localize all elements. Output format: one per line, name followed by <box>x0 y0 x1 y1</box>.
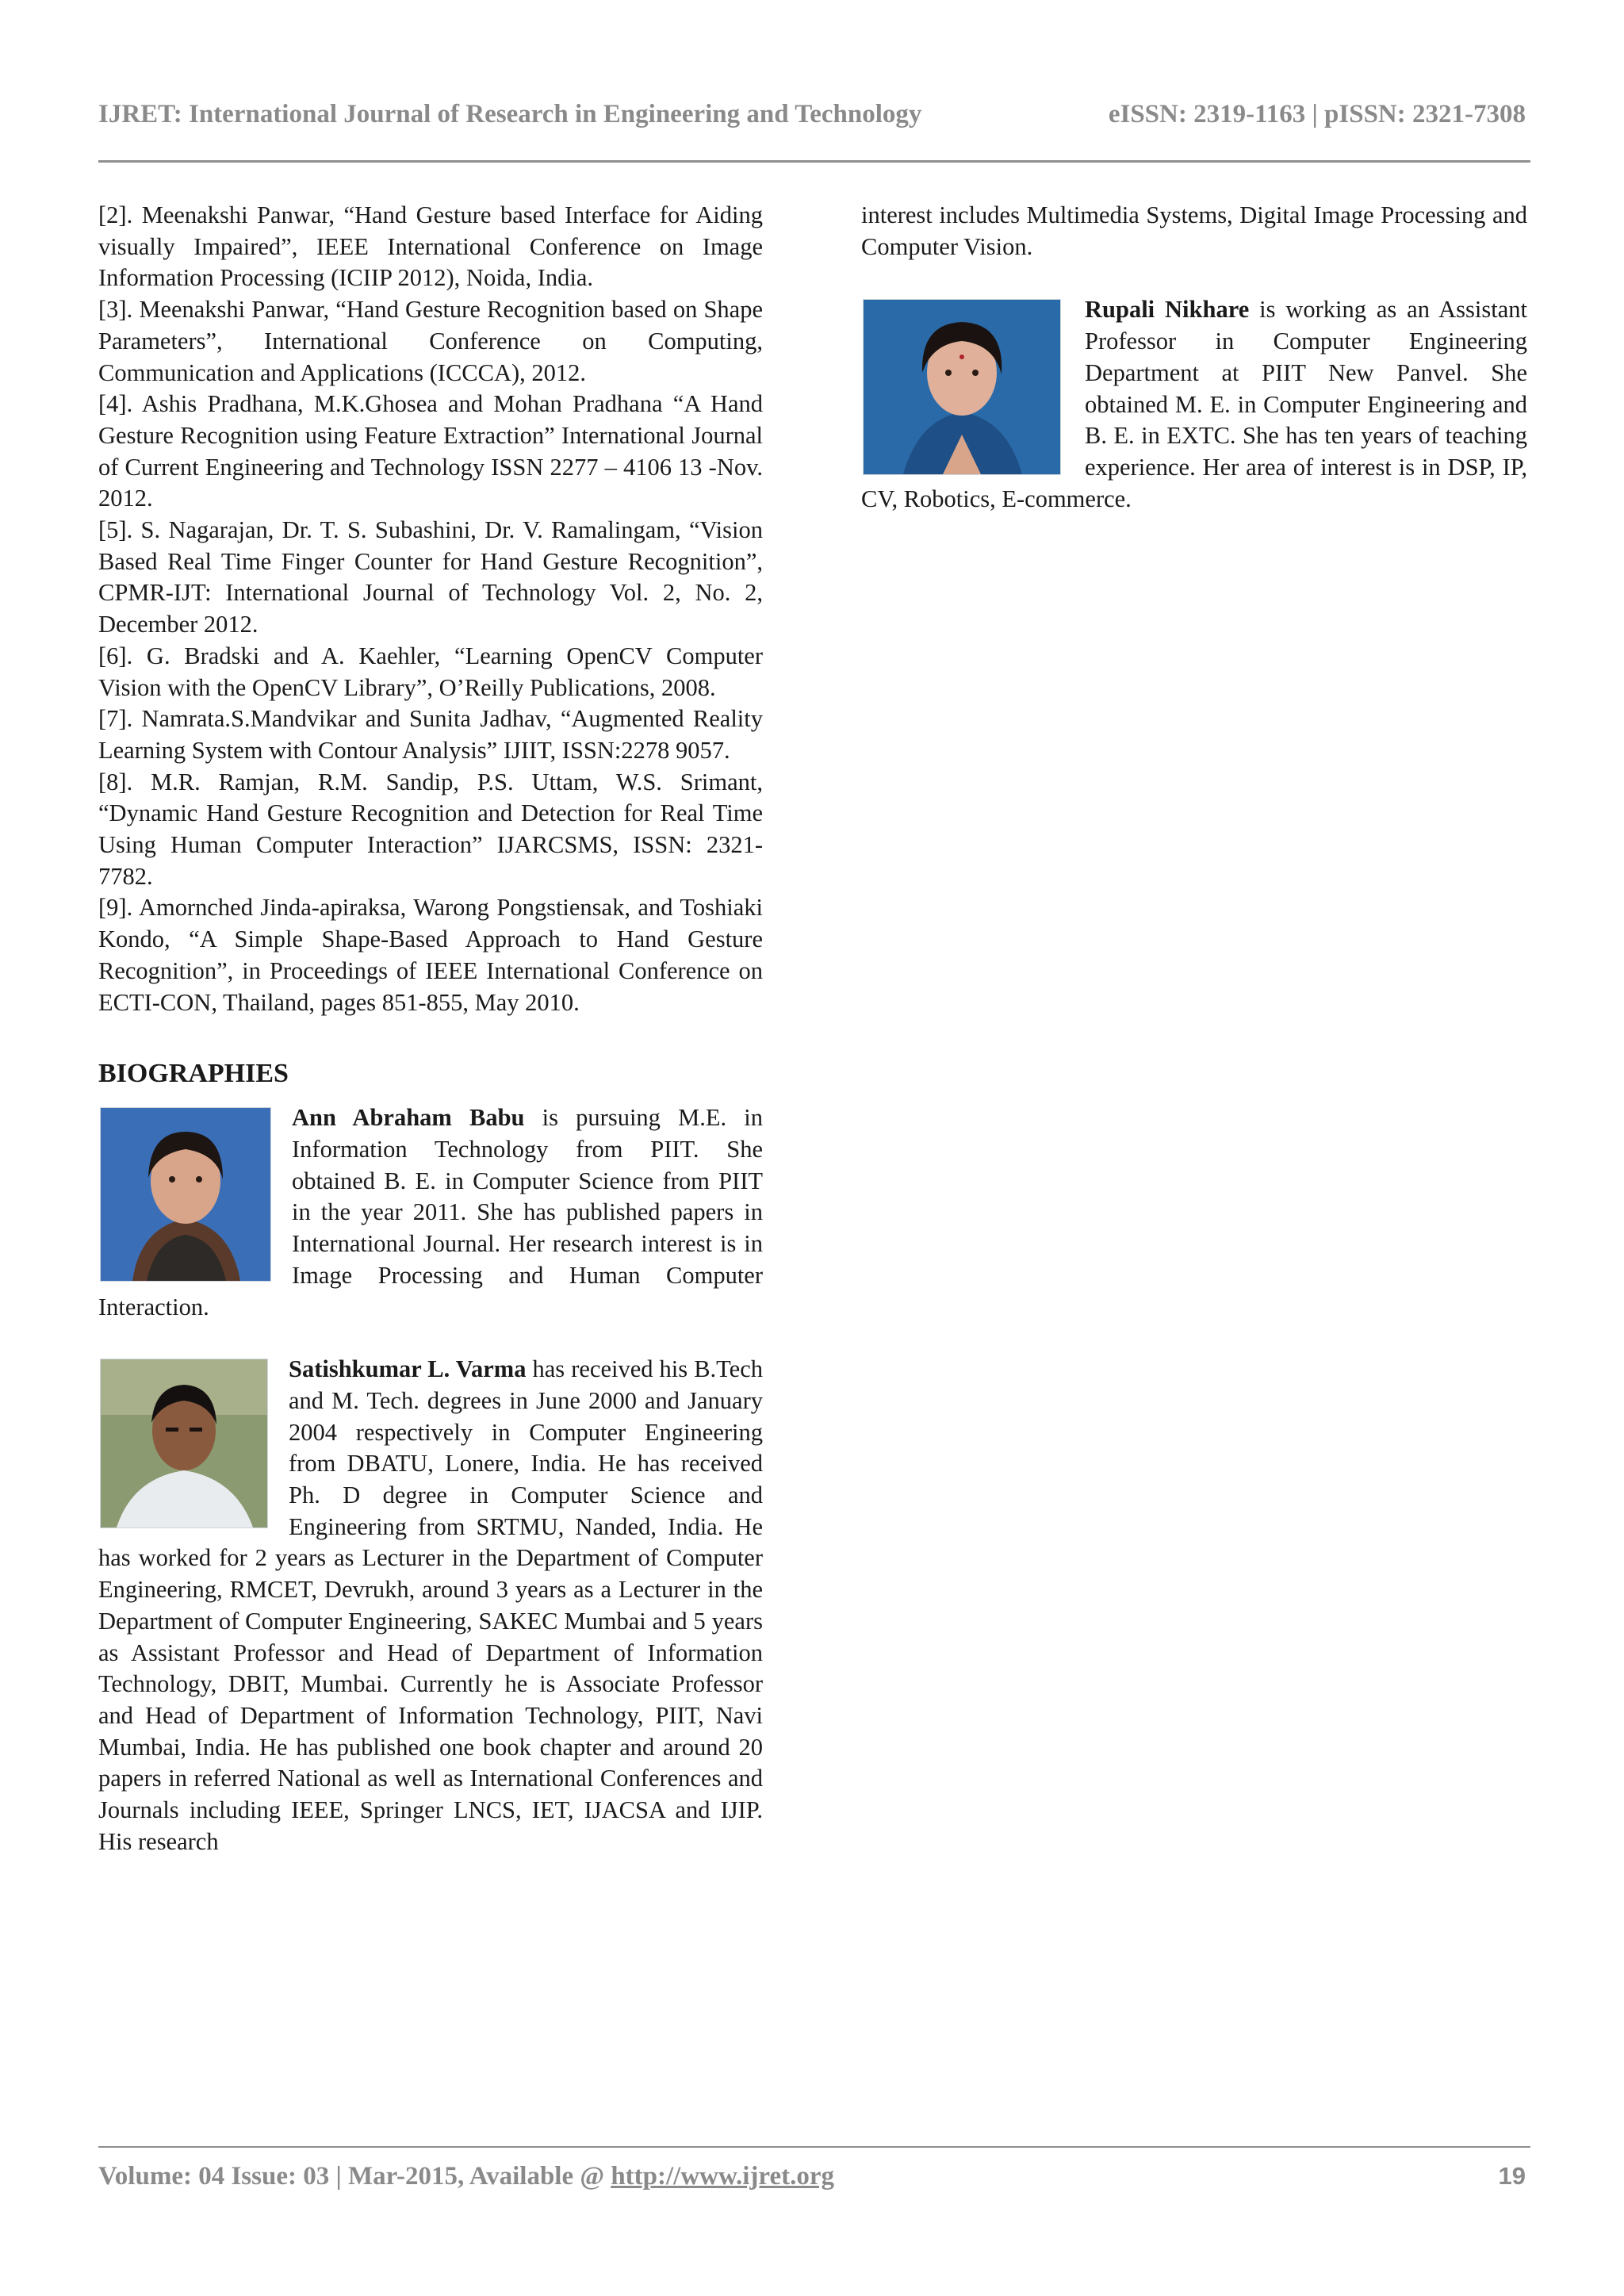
issn-numbers: eISSN: 2319-1163 | pISSN: 2321-7308 <box>1108 100 1526 128</box>
reference-item: [5]. S. Nagarajan, Dr. T. S. Subashini, Dr. V. Ramalingam, “Vision Based Real Time Finger Counter for Hand Gesture Recognition”, CPMR-IJT: International Journal of Technology Vol. 2, No. 2, December 2012. <box>98 516 763 638</box>
running-footer <box>98 2162 1526 2191</box>
author-photo-rupali <box>863 299 1061 475</box>
author-photo-ann <box>100 1107 271 1282</box>
reference-item: [8]. M.R. Ramjan, R.M. Sandip, P.S. Uttam, W.S. Srimant, “Dynamic Hand Gesture Recognition and Detection for Real Time Using Human Computer Interaction” IJARCSMS, ISSN: 2321-7782. <box>98 768 763 890</box>
volume-info: Volume: 04 Issue: 03 | Mar-2015, Available @ <box>98 2162 611 2191</box>
left-column <box>98 200 763 1857</box>
journal-link[interactable]: http://www.ijret.org <box>611 2162 834 2191</box>
bio-text: is pursuing M.E. in Information Technology from PIIT. She obtained B. E. in Computer Science from PIIT in the year 2011. She has published papers in International Journal. Her research interest is in Image Processing and Human Computer Interaction. <box>98 1104 763 1320</box>
journal-title: IJRET: International Journal of Research in Engineering and Technology <box>98 100 922 128</box>
bio-ann-abraham-babu <box>98 1102 763 1323</box>
bio-satishkumar-continued: interest includes Multimedia Systems, Digital Image Processing and Computer Vision. <box>861 201 1527 260</box>
reference-item: [9]. Amornched Jinda-apiraksa, Warong Pongstiensak, and Toshiaki Kondo, “A Simple Shape-Based Approach to Hand Gesture Recognition”, in Proceedings of IEEE International Conference on ECTI-CON, Thailand, pages 851-855, May 2010. <box>98 894 763 1016</box>
reference-item: [6]. G. Bradski and A. Kaehler, “Learning OpenCV Computer Vision with the OpenCV Library”, O’Reilly Publications, 2008. <box>98 642 763 701</box>
author-photo-satish <box>100 1359 268 1528</box>
bio-rupali-nikhare <box>861 294 1527 515</box>
page-number: 19 <box>1498 2162 1526 2190</box>
bio-name: Ann Abraham Babu <box>292 1104 525 1132</box>
bio-text: has received his B.Tech and M. Tech. degrees in June 2000 and January 2004 respectively in Computer Engineering from DBATU, Lonere, India. He has received Ph. D degree in Computer Science and Engineering from SRTMU, Nanded, India. He has worked for 2 years as Lecturer in the Department of Computer Engineering, RMCET, Devrukh, around 3 years as a Lecturer in the Department of Computer Engineering, SAKEC Mumbai and 5 years as Assistant Professor and Head of Department of Information Technology, DBIT, Mumbai. Currently he is Associate Professor and Head of Department of Information Technology, PIIT, Navi Mumbai, India. He has published one book chapter and around 20 papers in referred National as well as International Conferences and Journals including IEEE, Springer LNCS, IET, IJACSA and IJIP. His research <box>98 1355 763 1855</box>
reference-item: [4]. Ashis Pradhana, M.K.Ghosea and Mohan Pradhana “A Hand Gesture Recognition using Feature Extraction” International Journal of Current Engineering and Technology ISSN 2277 – 4106 13 -Nov. 2012. <box>98 390 763 512</box>
bio-text: is working as an Assistant Professor in Computer Engineering Department at PIIT New Panvel. She obtained M. E. in Computer Engineering and B. E. in EXTC. She has ten years of teaching experience. Her area of interest is in DSP, IP, CV, Robotics, E-commerce. <box>861 296 1527 512</box>
bio-name: Satishkumar L. Varma <box>289 1355 527 1383</box>
biographies-heading: BIOGRAPHIES <box>98 1059 289 1089</box>
right-column <box>861 200 1527 515</box>
bio-satishkumar-varma <box>98 1354 763 1857</box>
header-divider <box>98 160 1530 163</box>
running-header <box>98 94 1526 141</box>
footer-divider <box>98 2146 1530 2148</box>
reference-item: [3]. Meenakshi Panwar, “Hand Gesture Recognition based on Shape Parameters”, International Conference on Computing, Communication and Applications (ICCCA), 2012. <box>98 296 763 386</box>
reference-item: [2]. Meenakshi Panwar, “Hand Gesture based Interface for Aiding visually Impaired”, IEEE International Conference on Image Information Processing (ICIIP 2012), Noida, India. <box>98 201 763 292</box>
bio-name: Rupali Nikhare <box>1085 296 1250 324</box>
reference-item: [7]. Namrata.S.Mandvikar and Sunita Jadhav, “Augmented Reality Learning System with Contour Analysis” IJIIT, ISSN:2278 9057. <box>98 705 763 764</box>
